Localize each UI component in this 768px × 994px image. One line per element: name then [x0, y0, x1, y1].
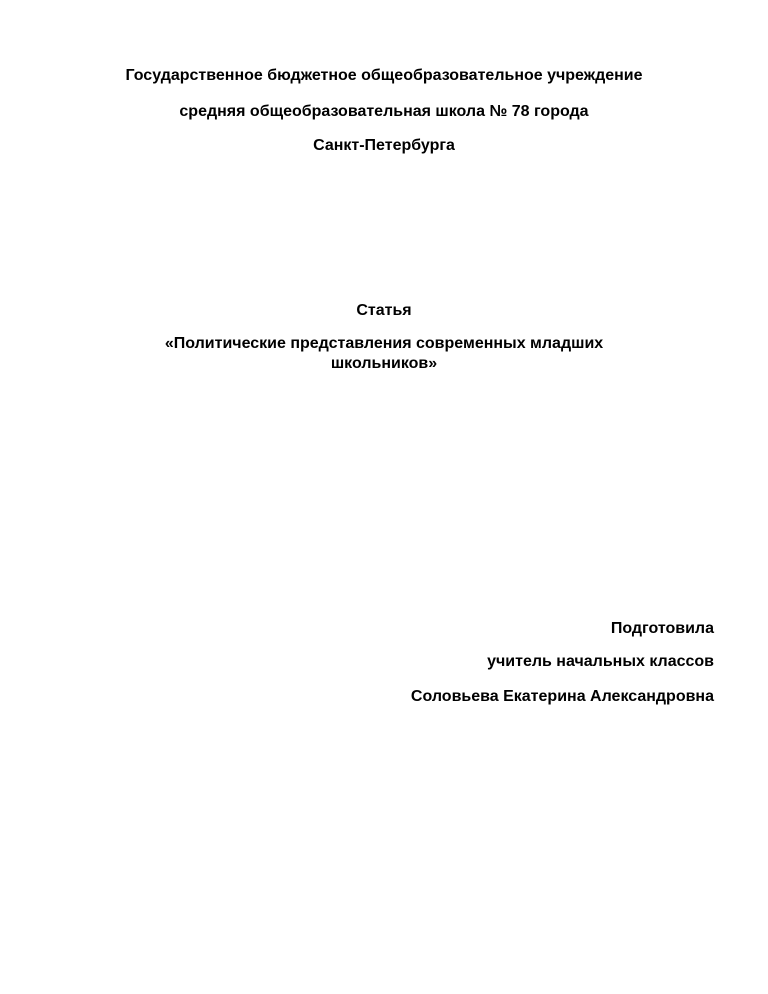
institution-city: Санкт-Петербурга	[313, 137, 455, 154]
prepared-by-label: Подготовила	[610, 620, 714, 637]
author-position: учитель начальных классов	[487, 653, 714, 670]
institution-name-line-1: Государственное бюджетное общеобразовательное учреждение	[125, 67, 643, 84]
document-type-label: Статья	[356, 302, 412, 319]
article-title-line-1: «Политические представления современных младших	[164, 335, 604, 352]
author-name: Соловьева Екатерина Александровна	[410, 688, 714, 705]
article-title-line-2: школьников»	[330, 355, 438, 372]
institution-name-line-2: средняя общеобразовательная школа № 78 города	[179, 103, 589, 120]
